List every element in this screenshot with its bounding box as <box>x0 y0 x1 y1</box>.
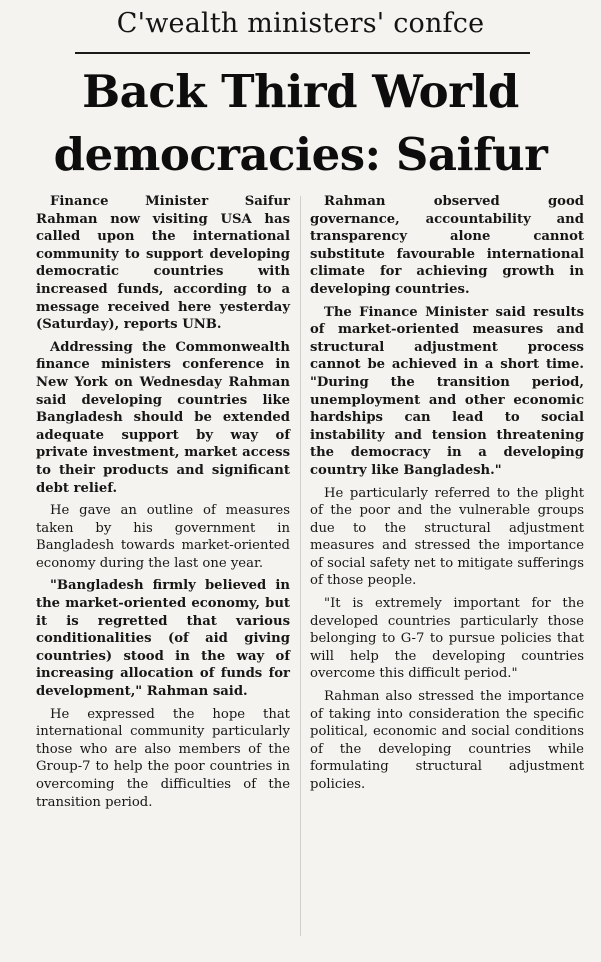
paragraph: He gave an outline of measures taken by his government in Bangladesh towards market-oriented economy during the last one year. <box>36 503 290 571</box>
paragraph: The Finance Minister said results of market-oriented measures and structural adjustment process cannot be achieved in a short time. "During the transition period, unemployment and other economic hardships can lead to social instability and tension threatening the democracy in a developing country like Bangladesh." <box>310 304 584 478</box>
paragraph: Finance Minister Saifur Rahman now visiting USA has called upon the international community to support developing democratic countries with increased funds, according to a message received here yesterday (Saturday), reports UNB. <box>36 194 290 333</box>
paragraph: "It is extremely important for the developed countries particularly those belonging to G-7 to pursue policies that will help the developing countries overcome this difficult period." <box>310 596 584 682</box>
main-headline <box>0 60 601 186</box>
kicker-underline <box>75 52 530 54</box>
headline-line-1: Back Third World <box>82 65 519 118</box>
paragraph: He expressed the hope that international community particularly those who are also members of the Group-7 to help the poor countries in overcoming the difficulties of the transition period. <box>36 706 290 810</box>
paragraph: Addressing the Commonwealth finance ministers conference in New York on Wednesday Rahman said developing countries like Bangladesh should be extended adequate support by way of private investment, market access to their products and significant debt relief. <box>36 339 290 496</box>
headline-line-2: democracies: Saifur <box>53 128 548 181</box>
kicker-headline: C'wealth ministers' confce <box>116 8 485 39</box>
paragraph: He particularly referred to the plight of the poor and the vulnerable groups due to the structural adjustment measures and stressed the importance of social safety net to mitigate sufferings of those people. <box>310 485 584 589</box>
column-divider <box>300 196 301 936</box>
paragraph: Rahman also stressed the importance of taking into consideration the specific political, economic and social conditions of the developing countries while formulating structural adjustment policies. <box>310 689 584 792</box>
right-column <box>310 193 584 799</box>
left-column <box>36 193 290 816</box>
paragraph: Rahman observed good governance, accountability and transparency alone cannot substitute favourable international climate for achieving growth in developing countries. <box>310 194 584 297</box>
paragraph: "Bangladesh firmly believed in the market-oriented economy, but it is regretted that various conditionalities (of aid giving countries) stood in the way of increasing allocation of funds for development," Rahman said. <box>36 578 290 700</box>
